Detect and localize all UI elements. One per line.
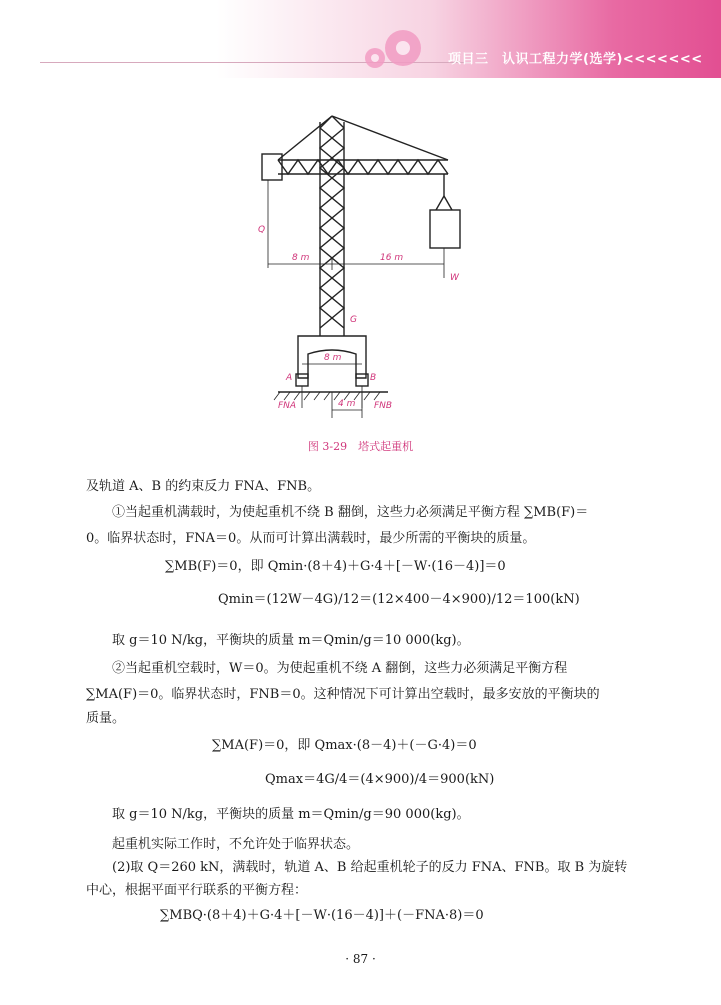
label-FNA: FNA bbox=[278, 401, 297, 411]
text-line-4: 取 g＝10 N/kg，平衡块的质量 m＝Qmin/g＝10 000(kg)。 bbox=[112, 633, 470, 648]
label-base-8m: 8 m bbox=[324, 353, 342, 363]
text-line-8: 取 g＝10 N/kg，平衡块的质量 m＝Qmin/g＝90 000(kg)。 bbox=[112, 807, 470, 822]
text-line-1: 及轨道 A、B 的约束反力 FNA、FNB。 bbox=[86, 479, 321, 494]
gear-icon bbox=[355, 20, 445, 75]
text-line-11: 中心，根据平面平行联系的平衡方程： bbox=[86, 883, 308, 898]
chapter-title: 项目三 认识工程力学(选学)<<<<<<< bbox=[448, 52, 703, 67]
label-A: A bbox=[286, 373, 293, 383]
equation-3: ∑MA(F)＝0，即 Qmax·(8－4)＋(－G·4)＝0 bbox=[212, 738, 477, 753]
text-line-6: ∑MA(F)＝0。临界状态时，FNB＝0。这种情况下可计算出空载时，最多安放的平衡块的 bbox=[86, 687, 600, 702]
page-header bbox=[0, 0, 721, 78]
text-line-10: (2)取 Q＝260 kN，满载时，轨道 A、B 给起重机轮子的反力 FNA、FNB。取 B 为旋转 bbox=[112, 860, 628, 875]
text-line-9: 起重机实际工作时，不允许处于临界状态。 bbox=[112, 837, 360, 852]
label-Q: Q bbox=[258, 225, 266, 235]
label-W: W bbox=[450, 273, 459, 283]
equation-4: Qmax＝4G/4＝(4×900)/4＝900(kN) bbox=[265, 772, 495, 787]
label-G: G bbox=[350, 315, 357, 325]
label-B: B bbox=[370, 373, 377, 383]
equation-5: ∑MBQ·(8＋4)＋G·4＋[－W·(16－4)]＋(－FNA·8)＝0 bbox=[160, 908, 484, 923]
text-line-3: 0。临界状态时，FNA＝0。从而可计算出满载时，最少所需的平衡块的质量。 bbox=[86, 531, 536, 546]
equation-2: Qmin＝(12W－4G)/12＝(12×400－4×900)/12＝100(kN) bbox=[218, 592, 580, 607]
label-8m: 8 m bbox=[292, 253, 310, 263]
text-line-2: ①当起重机满载时，为使起重机不绕 B 翻倒，这些力必须满足平衡方程 ∑MB(F)＝ bbox=[112, 505, 589, 520]
label-4m: 4 m bbox=[338, 399, 356, 409]
figure-caption: 图 3-29 塔式起重机 bbox=[307, 440, 414, 453]
text-line-7: 质量。 bbox=[86, 711, 126, 726]
label-16m: 16 m bbox=[380, 253, 404, 263]
equation-1: ∑MB(F)＝0，即 Qmin·(8＋4)＋G·4＋[－W·(16－4)]＝0 bbox=[165, 559, 506, 574]
label-FNB: FNB bbox=[374, 401, 393, 411]
tower-crane-figure bbox=[258, 108, 463, 428]
page-number: · 87 · bbox=[345, 952, 376, 966]
text-line-5: ②当起重机空载时，W＝0。为使起重机不绕 A 翻倒，这些力必须满足平衡方程 bbox=[112, 661, 568, 676]
